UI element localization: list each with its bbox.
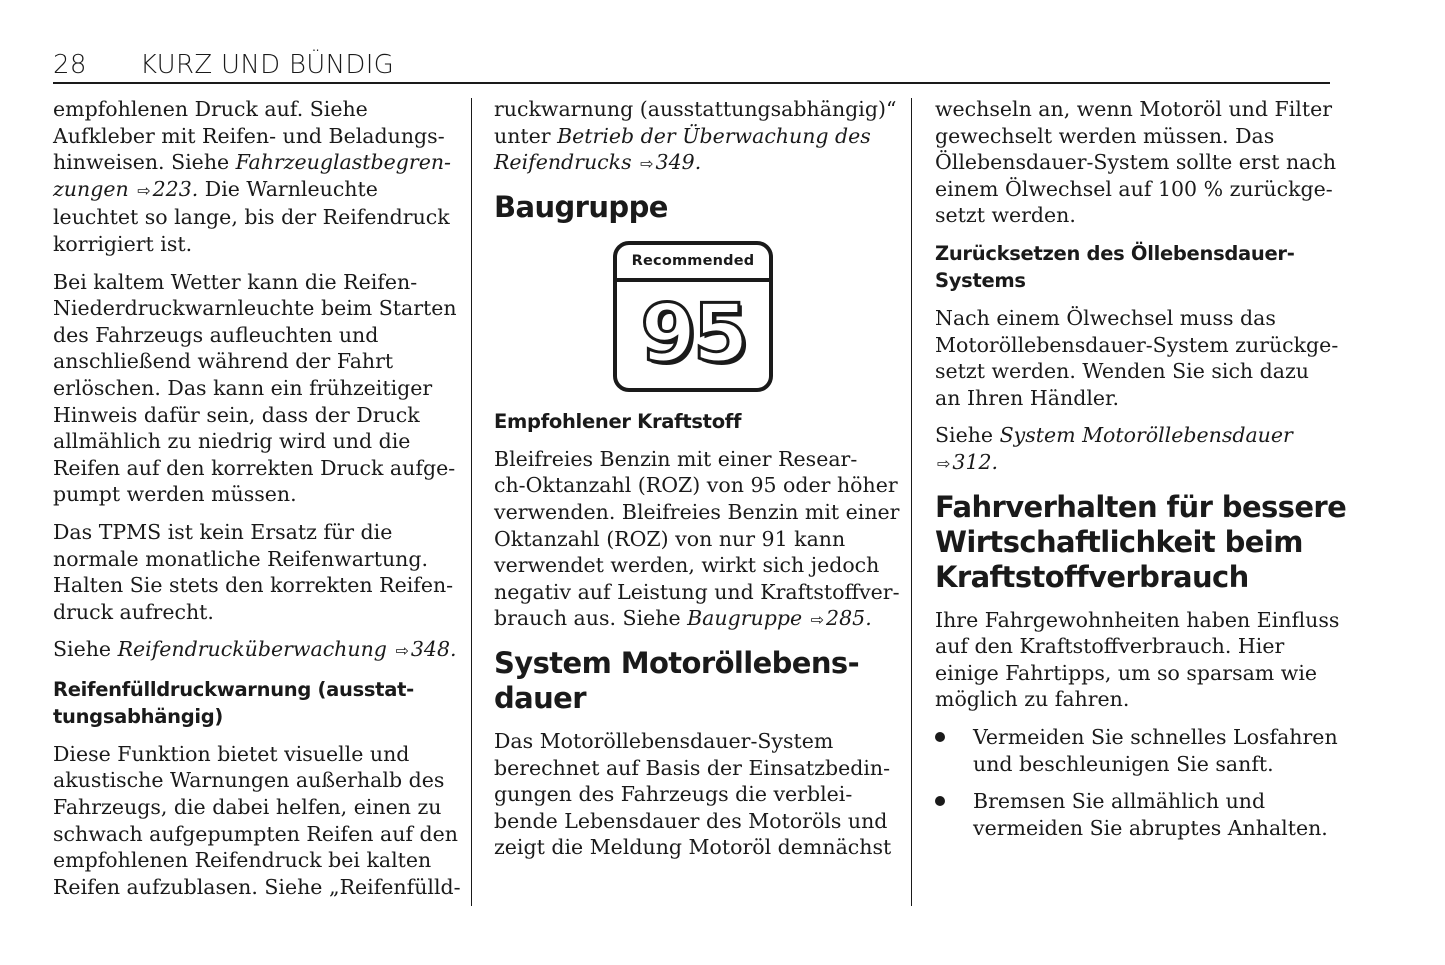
list-item: Vermeiden Sie schnelles Losfahren und beschleunigen Sie sanft.: [935, 724, 1335, 777]
cross-reference-link[interactable]: System Motoröllebensdauer: [999, 423, 1293, 448]
column-3: [935, 96, 1347, 852]
bullet-icon: [935, 732, 945, 742]
page-reference-arrow-icon: ⇨: [640, 154, 654, 174]
page-reference[interactable]: 285: [826, 606, 866, 631]
section-heading: Baugruppe: [494, 189, 668, 224]
page-reference[interactable]: 349: [655, 150, 695, 175]
fuel-logo-label: Recommended: [631, 252, 755, 269]
paragraph: Ihre Fahrgewohnheiten haben Einfluss auf den Kraftstoffverbrauch. Hier einige Fahrtipps, um so sparsam wie möglich zu fahren.: [935, 607, 1340, 712]
paragraph: Bleifreies Benzin mit einer Resear- ch-Oktanzahl (ROZ) von 95 oder höher verwenden. Bleifreies Benzin mit einer Oktanzahl (ROZ) von nur 91 kann verwendet werden, wirkt sich jedoch negativ auf Leistung und Kraftstoffver- brauch aus. Siehe Baugruppe ⇨285.: [494, 446, 900, 631]
column-2: [494, 96, 900, 872]
page-header: [53, 50, 1330, 84]
paragraph: wechseln an, wenn Motoröl und Filter gewechselt werden müssen. Das Öllebensdauer-System sollte erst nach einem Ölwechsel auf 100 % zurückge- setzt werden.: [935, 97, 1337, 228]
paragraph: Siehe System Motoröllebensdauer ⇨312.: [935, 423, 1293, 474]
cross-reference-link[interactable]: Reifendrucks: [494, 150, 632, 175]
paragraph: empfohlenen Druck auf. Siehe Aufkleber mit Reifen- und Beladungs- hinweisen. Siehe Fahrzeuglastbegren- zungen ⇨223. Die Warnleuchte leuchtet so lange, bis der Reifendruck korrigiert ist.: [53, 97, 451, 256]
subheading: Empfohlener Kraftstoff: [494, 409, 742, 433]
cross-reference-link[interactable]: Reifendrucküberwachung: [117, 637, 387, 662]
page-reference[interactable]: 348.: [410, 637, 457, 662]
section-title: KURZ UND BÜNDIG: [140, 50, 395, 80]
paragraph: Das TPMS ist kein Ersatz für die normale monatliche Reifenwartung. Halten Sie stets den korrekten Reifen- druck aufrecht.: [53, 519, 454, 624]
page-reference-arrow-icon: ⇨: [810, 610, 825, 630]
page-reference-arrow-icon: ⇨: [937, 453, 951, 473]
paragraph: Diese Funktion bietet visuelle und akustische Warnungen außerhalb des Fahrzeugs, die dabei helfen, einen zu schwach aufgepumpten Reifen auf den empfohlenen Reifendruck bei kalten Reifen aufzublasen. Siehe „Reifenfülld-: [53, 741, 461, 899]
cross-reference-link[interactable]: Baugruppe: [687, 606, 803, 631]
cross-reference-link[interactable]: Fahrzeuglastbegren-: [235, 150, 451, 175]
cross-reference-link[interactable]: zungen: [53, 176, 129, 201]
section-heading: System Motoröllebens- dauer: [494, 645, 860, 715]
column-divider: [911, 98, 912, 906]
page-reference-arrow-icon: ⇨: [395, 641, 409, 661]
subheading: Reifenfülldruckwarnung (ausstat- tungsabhängig): [53, 677, 414, 728]
recommended-fuel-95-icon: [613, 241, 773, 392]
subheading: Zurücksetzen des Öllebensdauer- Systems: [935, 241, 1295, 292]
page-reference[interactable]: 223.: [152, 176, 199, 201]
fuel-logo-number: 95: [640, 286, 746, 380]
column-1: [53, 96, 461, 911]
section-heading: Fahrverhalten für bessere Wirtschaftlichkeit beim Kraftstoffverbrauch: [935, 489, 1347, 594]
page-reference-arrow-icon: ⇨: [137, 180, 151, 200]
page-number: 28: [53, 50, 87, 80]
paragraph: Siehe Reifendrucküberwachung ⇨348.: [53, 637, 457, 662]
bullet-icon: [935, 796, 945, 806]
list-item: Bremsen Sie allmählich und vermeiden Sie abruptes Anhalten.: [935, 788, 1335, 841]
column-divider: [471, 98, 472, 906]
paragraph: Bei kaltem Wetter kann die Reifen- Niederdruckwarnleuchte beim Starten des Fahrzeugs aufleuchten und anschließend während der Fahrt erlöschen. Das kann ein frühzeitiger Hinweis dafür sein, dass der Druck allmählich zu niedrig wird und die Reifen auf den korrekten Druck aufge- pumpt werden müssen.: [53, 269, 457, 507]
paragraph: Das Motoröllebensdauer-System berechnet auf Basis der Einsatzbedin- gungen des Fahrzeugs die verblei- bende Lebensdauer des Motoröls und zeigt die Meldung Motoröl demnächst: [494, 728, 892, 860]
page-reference[interactable]: 312: [952, 449, 992, 474]
cross-reference-link[interactable]: Betrieb der Überwachung des: [557, 123, 871, 148]
paragraph: Nach einem Ölwechsel muss das Motoröllebensdauer-System zurückge- setzt werden. Wenden Sie sich dazu an Ihren Händler.: [935, 305, 1339, 410]
paragraph: ruckwarnung (ausstattungsabhängig)“ unter Betrieb der Überwachung des Reifendrucks ⇨349.: [494, 97, 897, 175]
